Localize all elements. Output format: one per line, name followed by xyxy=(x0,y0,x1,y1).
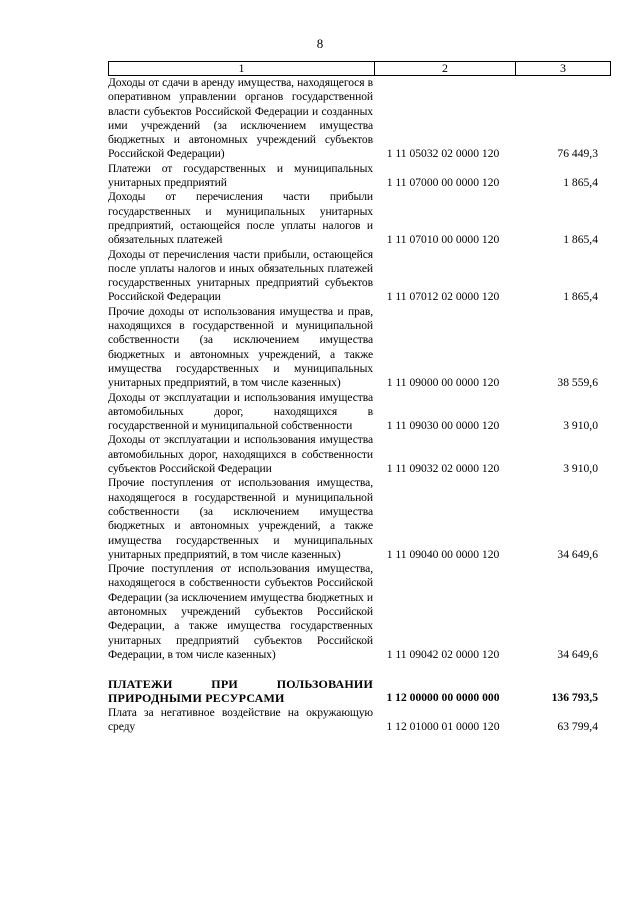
table-row xyxy=(108,305,611,391)
row-value: 34 649,6 xyxy=(557,547,598,561)
row-name: Платежи от государственных и муниципальных унитарных предприятий xyxy=(108,161,373,190)
header-col-2: 2 xyxy=(375,62,516,75)
row-code: 1 11 09042 02 0000 120 xyxy=(386,647,500,661)
row-value: 3 910,0 xyxy=(563,462,598,476)
row-name: Доходы от сдачи в аренду имущества, находящегося в оперативном управлении органов государственной власти субъектов Российской Федерации и созданных ими учреждений (за исключением имущества бюджетных и автономных учреждений субъектов Российской Федерации) xyxy=(108,76,373,161)
row-value: 34 649,6 xyxy=(557,647,598,661)
row-code: 1 11 07010 00 0000 120 xyxy=(386,233,500,247)
table-row xyxy=(108,76,611,162)
table-row xyxy=(108,248,611,305)
row-name: Доходы от эксплуатации и использования имущества автомобильных дорог, находящихся в государственной и муниципальной собственности xyxy=(108,390,373,433)
row-name: Плата за негативное воздействие на окружающую среду xyxy=(108,705,373,734)
header-col-1: 1 xyxy=(109,62,375,75)
row-value: 1 865,4 xyxy=(563,233,598,247)
table-row xyxy=(108,706,611,735)
row-value: 38 559,6 xyxy=(557,376,598,390)
row-name: Доходы от перечисления части прибыли, остающейся после уплаты налогов и иных обязательных платежей государственных унитарных предприятий субъектов Российской Федерации xyxy=(108,247,373,304)
table-row xyxy=(108,391,611,434)
revenue-table xyxy=(108,61,611,734)
table-row xyxy=(108,677,611,706)
row-value: 76 449,3 xyxy=(557,147,598,161)
table-row xyxy=(108,162,611,191)
table-body xyxy=(108,76,611,734)
row-code: 1 11 05032 02 0000 120 xyxy=(386,147,500,161)
row-name: Прочие поступления от использования имущества, находящегося в собственности субъектов Российской Федерации (за исключением имущества бюджетных и автономных учреждений субъектов Российской Федерации, а также имущества государственных унитарных предприятий субъектов Российской Федерации, в том числе казенных) xyxy=(108,562,373,661)
table-row xyxy=(108,433,611,476)
row-value: 63 799,4 xyxy=(557,720,598,734)
row-name: ПЛАТЕЖИ ПРИ ПОЛЬЗОВАНИИ ПРИРОДНЫМИ РЕСУРСАМИ xyxy=(108,677,373,706)
row-value: 3 910,0 xyxy=(563,419,598,433)
row-value: 1 865,4 xyxy=(563,290,598,304)
section-spacer xyxy=(108,662,611,677)
row-code: 1 12 01000 01 0000 120 xyxy=(386,720,500,734)
table-header xyxy=(108,61,611,76)
table-row xyxy=(108,190,611,247)
row-code: 1 11 09030 00 0000 120 xyxy=(386,419,500,433)
row-name: Прочие поступления от использования имущества, находящегося в государственной и муниципальной собственности (за исключением имущества бюджетных и автономных учреждений, а также имущества государственных и муниципальных унитарных предприятий, в том числе казенных) xyxy=(108,476,373,561)
header-col-3: 3 xyxy=(560,61,566,75)
row-code: 1 11 07012 02 0000 120 xyxy=(386,290,500,304)
row-name: Доходы от перечисления части прибыли государственных и муниципальных унитарных предприятий, остающейся после уплаты налогов и обязательных платежей xyxy=(108,190,373,247)
row-value: 136 793,5 xyxy=(551,691,598,705)
row-name: Прочие доходы от использования имущества и прав, находящихся в государственной и муниципальной собственности (за исключением имущества бюджетных и автономных учреждений, а также имущества государственных и муниципальных унитарных предприятий, в том числе казенных) xyxy=(108,304,373,390)
table-row xyxy=(108,562,611,662)
row-code: 1 11 07000 00 0000 120 xyxy=(386,176,500,190)
row-name: Доходы от эксплуатации и использования имущества автомобильных дорог, находящихся в собственности субъектов Российской Федерации xyxy=(108,433,373,476)
row-code: 1 11 09032 02 0000 120 xyxy=(386,462,500,476)
row-code: 1 11 09000 00 0000 120 xyxy=(386,376,500,390)
page-number: 8 xyxy=(316,36,324,51)
row-code: 1 11 09040 00 0000 120 xyxy=(386,547,500,561)
table-row xyxy=(108,476,611,562)
row-code: 1 12 00000 00 0000 000 xyxy=(386,691,500,705)
row-value: 1 865,4 xyxy=(563,176,598,190)
